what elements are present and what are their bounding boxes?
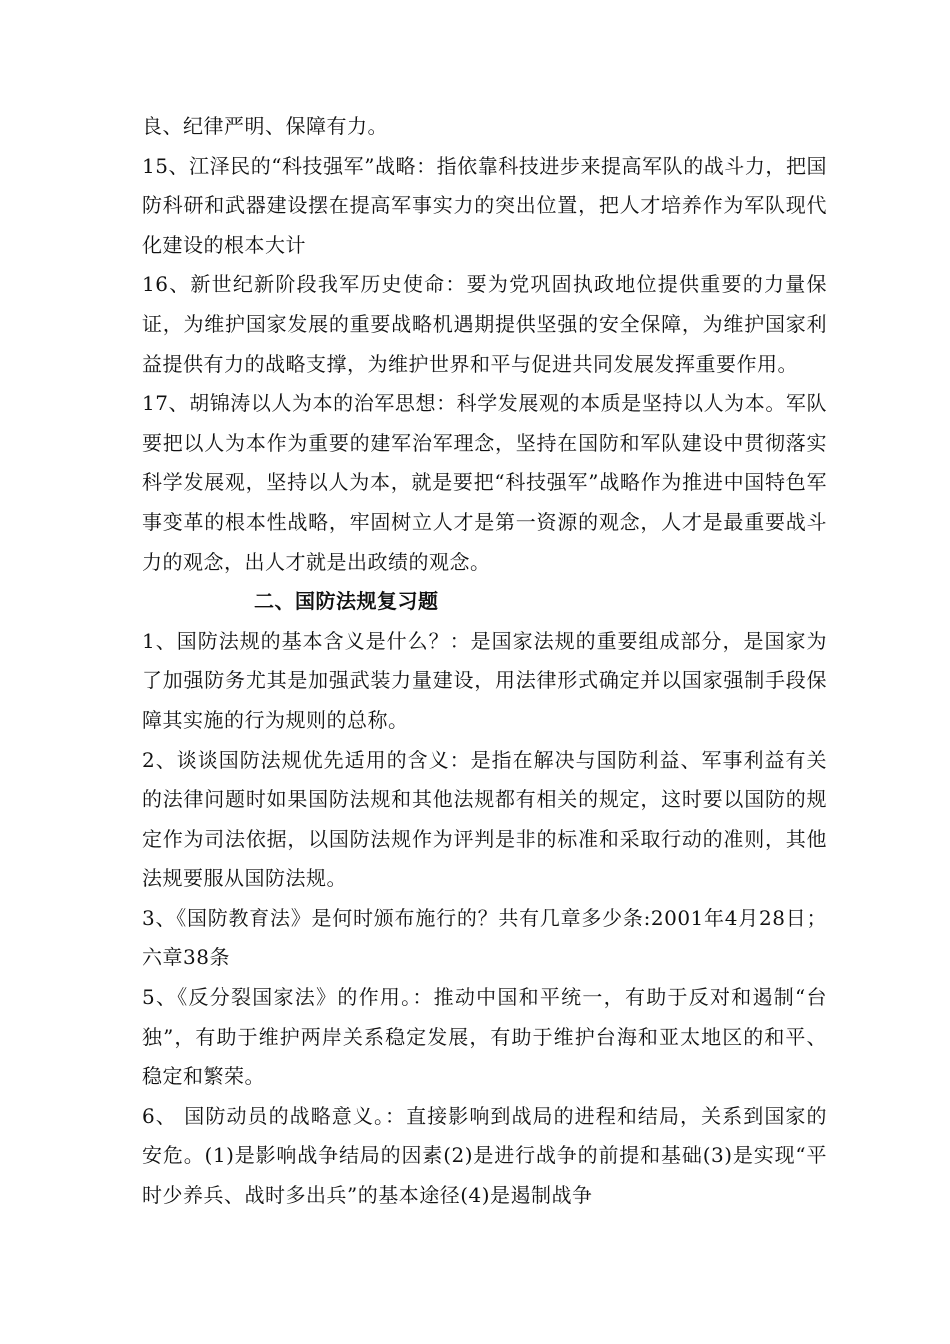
paragraph-item-17: 17、胡锦涛以人为本的治军思想：科学发展观的本质是坚持以人为本。军队要把以人为本作为重要的建军治军理念，坚持在国防和军队建设中贯彻落实科学发展观，坚持以人为本，就是要把“科技强军”战略作为推进中国特色军事变革的根本性战略，牢固树立人才是第一资源的观念，人才是最重要战斗力的观念，出人才就是出政绩的观念。 [142,391,827,574]
document-body [142,107,827,1216]
question-3: 3、《国防教育法》是何时颁布施行的？共有几章多少条:2001年4月28日；六章38条 [142,905,827,970]
section-heading: 二、国防法规复习题 [254,589,439,614]
question-1: 1、国防法规的基本含义是什么？：是国家法规的重要组成部分，是国家为了加强防务尤其是加强武装力量建设，用法律形式确定并以国家强制手段保障其实施的行为规则的总称。 [142,628,827,732]
question-6: 6、 国防动员的战略意义。：直接影响到战局的进程和结局，关系到国家的安危。(1)是影响战争结局的因素(2)是进行战争的前提和基础(3)是实现“平时少养兵、战时多出兵”的基本途径(4)是遏制战争 [142,1103,827,1208]
question-5: 5、《反分裂国家法》的作用。：推动中国和平统一，有助于反对和遏制“台独”，有助于维护两岸关系稳定发展，有助于维护台海和亚太地区的和平、稳定和繁荣。 [142,985,827,1089]
question-2: 2、谈谈国防法规优先适用的含义：是指在解决与国防利益、军事利益有关的法律问题时如果国防法规和其他法规都有相关的规定，这时要以国防的规定作为司法依据，以国防法规作为评判是非的标准和采取行动的准则，其他法规要服从国防法规。 [142,747,827,891]
paragraph-continuation: 良、纪律严明、保障有力。 [142,114,388,138]
paragraph-item-15: 15、江泽民的“科技强军”战略：指依靠科技进步来提高军队的战斗力，把国防科研和武器建设摆在提高军事实力的突出位置，把人才培养作为军队现代化建设的根本大计 [142,153,827,257]
paragraph-item-16: 16、新世纪新阶段我军历史使命：要为党巩固执政地位提供重要的力量保证，为维护国家发展的重要战略机遇期提供坚强的安全保障，为维护国家利益提供有力的战略支撑，为维护世界和平与促进共同发展发挥重要作用。 [142,272,827,376]
